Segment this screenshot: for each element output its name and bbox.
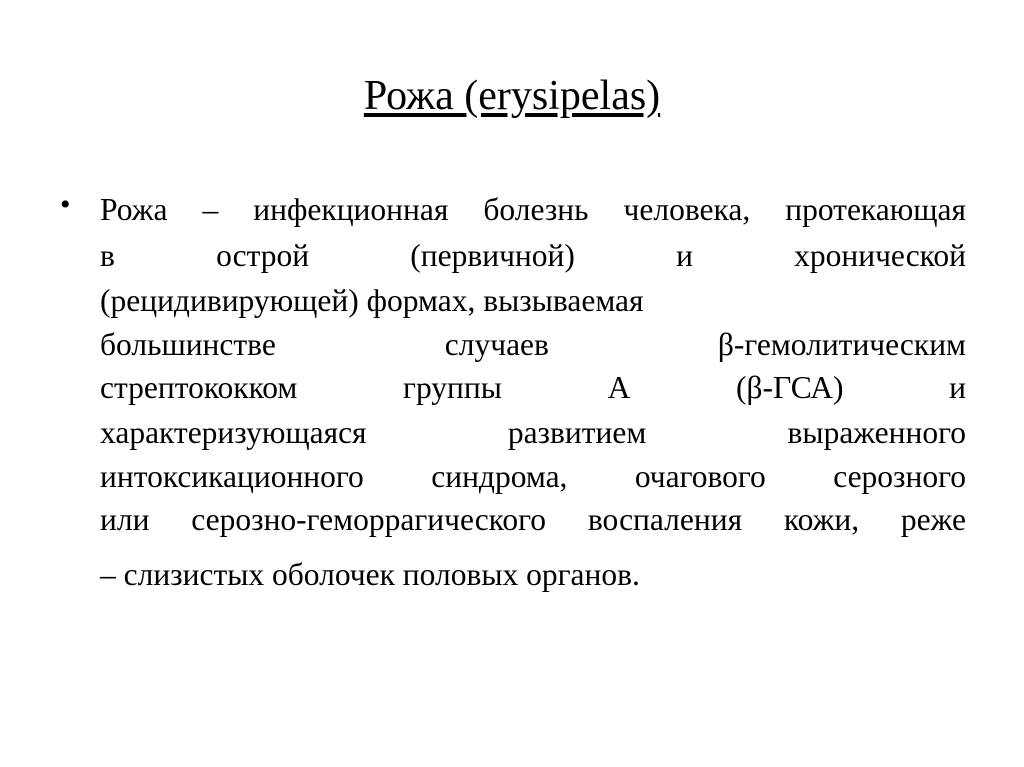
paragraph-line: большинстве случаев β-гемолитическим bbox=[100, 327, 966, 362]
paragraph-line: характеризующаяся развитием выраженного bbox=[100, 415, 966, 450]
paragraph-line: или серозно-геморрагического воспаления кожи, реже bbox=[100, 502, 966, 537]
bullet-icon: • bbox=[60, 188, 71, 221]
paragraph-line: Рожа – инфекционная болезнь человека, протекающая bbox=[100, 192, 966, 227]
paragraph-line: интоксикационного синдрома, очагового серозного bbox=[100, 459, 966, 494]
paragraph-line: – слизистых оболочек половых органов. bbox=[100, 557, 640, 592]
paragraph-line: в острой (первичной) и хронической bbox=[100, 238, 966, 273]
paragraph-line: (рецидивирующей) формах, вызываемая bbox=[100, 283, 644, 318]
paragraph-line: стрептококком группы А (β-ГСА) и bbox=[100, 370, 966, 405]
slide-title: Рожа (erysipelas) bbox=[363, 73, 661, 119]
